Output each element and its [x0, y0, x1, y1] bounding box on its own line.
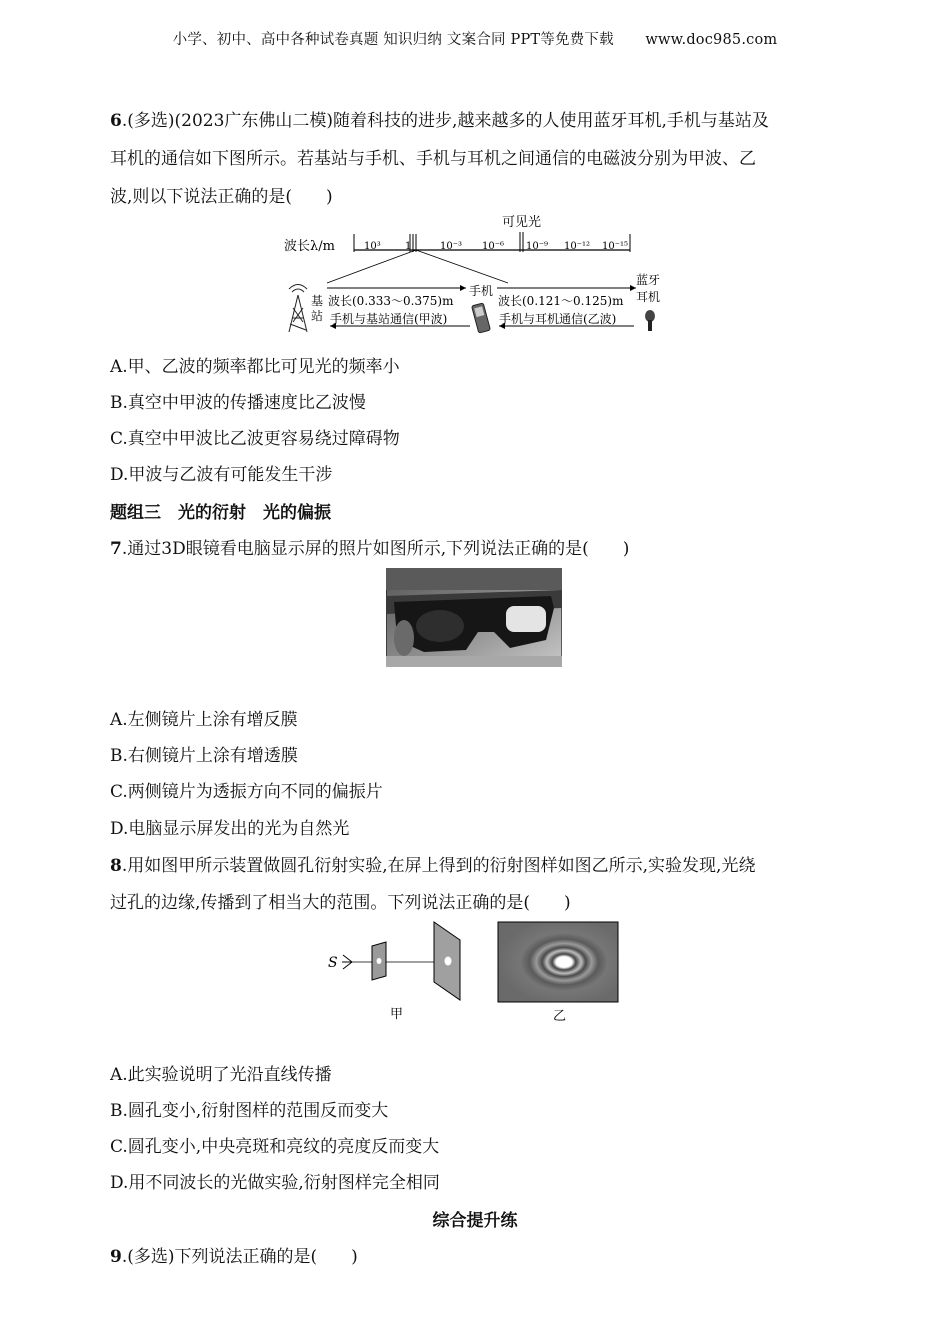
q8-option-d: D.用不同波长的光做实验,衍射图样完全相同 [110, 1173, 440, 1193]
wave2-desc: 手机与耳机通信(乙波) [499, 312, 617, 326]
q6-line3: 波,则以下说法正确的是( ) [110, 187, 333, 207]
q8-line2: 过孔的边缘,传播到了相当大的范围。下列说法正确的是( ) [110, 893, 571, 913]
light-source-icon [342, 955, 352, 969]
q6-option-c: C.真空中甲波比乙波更容易绕过障碍物 [110, 429, 400, 449]
tick-label: 10⁻¹⁵ [602, 241, 629, 252]
wave1-desc: 手机与基站通信(甲波) [330, 312, 448, 326]
q6-em-spectrum-figure [280, 212, 670, 337]
visible-light-label: 可见光 [502, 215, 542, 230]
q9-stem: 9.(多选)下列说法正确的是( ) [110, 1247, 358, 1267]
base-station-tower-icon [289, 285, 307, 333]
q8-option-a: A.此实验说明了光沿直线传播 [110, 1065, 332, 1085]
q7-number: 7 [110, 539, 122, 559]
mobile-phone-icon [472, 303, 491, 333]
q6-option-b: B.真空中甲波的传播速度比乙波慢 [110, 393, 366, 413]
tick-label: 10⁻⁶ [482, 241, 505, 252]
tick-label: 1 [405, 241, 412, 252]
wave1-range: 波长(0.333～0.375)m [328, 294, 454, 308]
q6-line1: 6.(多选)(2023广东佛山二模)随着科技的进步,越来越多的人使用蓝牙耳机,手机与基站及 [110, 111, 769, 131]
q7-3d-glasses-photo [386, 568, 562, 667]
q7-option-d: D.电脑显示屏发出的光为自然光 [110, 819, 350, 839]
base-station-label-1: 基 [311, 294, 324, 308]
q8-diffraction-pattern-figure-b [497, 921, 621, 1029]
q6-line2: 耳机的通信如下图所示。若基站与手机、手机与耳机之间通信的电磁波分别为甲波、乙 [110, 149, 756, 169]
q6-option-d: D.甲波与乙波有可能发生干涉 [110, 465, 333, 485]
group3-title: 题组三 光的衍射 光的偏振 [110, 503, 331, 523]
wave2-range: 波长(0.121～0.125)m [498, 294, 624, 308]
earphone-icon [645, 310, 655, 331]
phone-label: 手机 [469, 284, 494, 298]
wavelength-axis-label: 波长λ/m [284, 239, 335, 254]
q9-number: 9 [110, 1247, 122, 1267]
figure-a-label: 甲 [390, 1007, 404, 1022]
section-title: 综合提升练 [432, 1211, 518, 1231]
figure-b-label: 乙 [553, 1009, 567, 1024]
tick-label: 10³ [364, 241, 381, 252]
tick-label: 10⁻⁹ [526, 241, 549, 252]
q7-stem: 7.通过3D眼镜看电脑显示屏的照片如图所示,下列说法正确的是( ) [110, 539, 630, 559]
header-text: 小学、初中、高中各种试卷真题 知识归纳 文案合同 PPT等免费下载 [172, 32, 614, 48]
q6-number: 6 [110, 111, 122, 131]
q7-option-c: C.两侧镜片为透振方向不同的偏振片 [110, 782, 383, 802]
base-station-label-2: 站 [311, 309, 324, 323]
header-url: www.doc985.com [645, 32, 778, 48]
q8-option-b: B.圆孔变小,衍射图样的范围反而变大 [110, 1101, 389, 1121]
q8-number: 8 [110, 856, 122, 876]
earphone-label-1: 蓝牙 [636, 273, 661, 287]
q8-line1: 8.用如图甲所示装置做圆孔衍射实验,在屏上得到的衍射图样如图乙所示,实验发现,光绕 [110, 856, 756, 876]
earphone-label-2: 耳机 [636, 290, 661, 304]
light-source-label: S [328, 955, 338, 971]
q7-option-a: A.左侧镜片上涂有增反膜 [110, 710, 298, 730]
q8-option-c: C.圆孔变小,中央亮斑和亮纹的亮度反而变大 [110, 1137, 440, 1157]
q8-apparatus-figure-a [326, 918, 466, 1026]
tick-label: 10⁻³ [440, 241, 463, 252]
q6-option-a: A.甲、乙波的频率都比可见光的频率小 [110, 357, 400, 377]
q7-option-b: B.右侧镜片上涂有增透膜 [110, 746, 298, 766]
page-header [0, 28, 950, 49]
tick-label: 10⁻¹² [564, 241, 591, 252]
